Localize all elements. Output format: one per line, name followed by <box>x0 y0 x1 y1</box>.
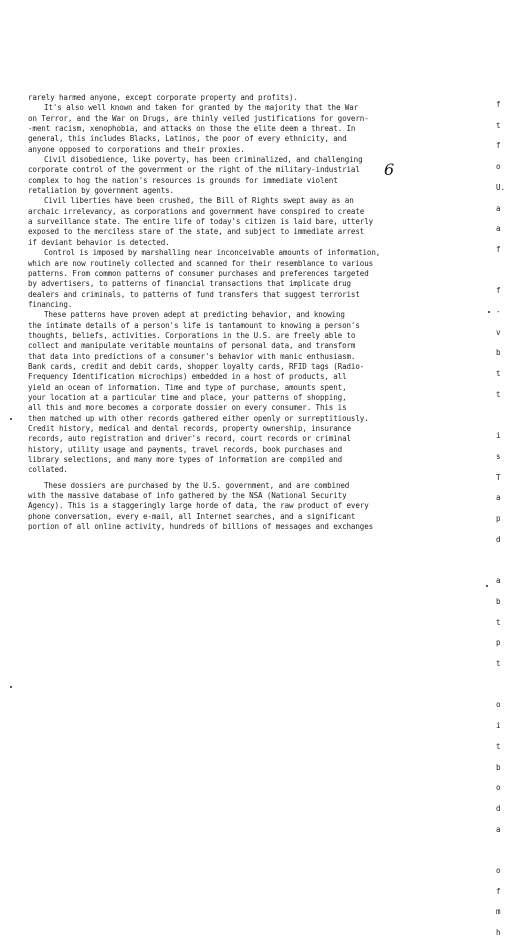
adjacent-page-fragment: U. <box>496 182 506 192</box>
text-line: -ment racism, xenophobia, and attacks on those the elite deem a threat. In <box>28 124 356 134</box>
scan-speck <box>486 585 488 587</box>
adjacent-page-fragment: a <box>496 576 501 586</box>
paragraph <box>28 310 476 476</box>
adjacent-page-fragment: b <box>496 596 501 606</box>
adjacent-page-fragment: p <box>496 638 501 648</box>
text-line: Control is imposed by marshalling near inconceivable amounts of information, <box>44 248 381 258</box>
text-line: general, this includes Blacks, Latinos, the poor of every ethnicity, and <box>28 134 347 144</box>
scan-speck <box>488 311 490 313</box>
text-line: archaic irrelevancy, as corporations and government have conspired to create <box>28 206 365 216</box>
text-line: collated. <box>28 465 68 475</box>
text-line: your location at a particular time and place, your patterns of shopping, <box>28 392 347 402</box>
text-line: library selections, and many more types of information are compiled and <box>28 455 343 465</box>
adjacent-page-fragment: a <box>496 203 501 213</box>
text-line: the intimate details of a person's life is tantamount to knowing a person's <box>28 320 360 330</box>
text-line: yield an ocean of information. Time and type of purchase, amounts spent, <box>28 382 347 392</box>
text-line: exposed to the merciless stare of the state, and subject to immediate arrest <box>28 227 365 237</box>
adjacent-page-fragment: f <box>496 141 501 151</box>
adjacent-page-fragment: h <box>496 928 501 938</box>
adjacent-page-fragment <box>496 406 525 427</box>
adjacent-page-fragment: o <box>496 162 501 172</box>
paragraph <box>28 93 476 103</box>
text-line: then matched up with other records gathered either openly or surreptitiously. <box>28 413 369 423</box>
paragraph <box>28 196 476 248</box>
text-line: patterns. From common patterns of consumer purchases and preferences targeted <box>28 268 369 278</box>
text-line: by advertisers, to patterns of financial transactions that implicate drug <box>28 279 351 289</box>
text-line: rarely harmed anyone, except corporate property and profits). <box>28 93 298 102</box>
text-line: retaliation by government agents. <box>28 186 174 196</box>
adjacent-page-fragment: t <box>496 741 501 751</box>
adjacent-page-fragment: s <box>496 451 501 461</box>
adjacent-page-fragment: b <box>496 762 501 772</box>
adjacent-page-fragment: a <box>496 224 501 234</box>
adjacent-page-fragment: o <box>496 700 501 710</box>
text-line: dealers and criminals, to patterns of fund transfers that suggest terrorist <box>28 289 360 299</box>
text-line: financing. <box>28 299 73 309</box>
text-line: These dossiers are purchased by the U.S. government, and are combined <box>44 480 350 490</box>
adjacent-page-fragment: i <box>496 721 501 731</box>
text-line: portion of all online activity, hundreds of billions of messages and exchanges <box>28 522 374 532</box>
adjacent-page-fragment: a <box>496 493 501 503</box>
text-line: Bank cards, credit and debit cards, shopper loyalty cards, RFID tags (Radio- <box>28 361 365 371</box>
text-line: It's also well known and taken for granted by the majority that the War <box>44 103 359 113</box>
text-line: a surveillance state. The entire life of today's citizen is laid bare, utterly <box>28 217 374 227</box>
adjacent-page-fragment: t <box>496 658 501 668</box>
adjacent-page-fragment: i <box>496 431 501 441</box>
text-line: on Terror, and the War on Drugs, are thinly veiled justifications for govern- <box>28 113 369 123</box>
adjacent-page-fragment <box>496 261 525 282</box>
handwritten-page-number: 6 <box>384 160 395 179</box>
adjacent-page-fragment: T <box>496 472 501 482</box>
adjacent-page-fragment: t <box>496 369 501 379</box>
text-line: history, utility usage and payments, travel records, book purchases and <box>28 444 343 454</box>
text-line: These patterns have proven adept at predicting behavior, and knowing <box>44 310 345 320</box>
text-line: Civil liberties have been crushed, the Bill of Rights swept away as an <box>44 196 354 206</box>
text-line: collect and manipulate veritable mountains of personal data, and transform <box>28 341 356 351</box>
text-line: that data into predictions of a consumer's behavior with manic enthusiasm. <box>28 351 356 361</box>
adjacent-page-fragment: d <box>496 534 501 544</box>
text-line: thoughts, beliefs, activities. Corporations in the U.S. are freely able to <box>28 330 356 340</box>
adjacent-page-fragment: o <box>496 866 501 876</box>
adjacent-page-fragment: m <box>496 907 501 917</box>
scan-speck <box>10 418 12 420</box>
text-line: phone conversation, every e-mail, all Internet searches, and a significant <box>28 511 356 521</box>
adjacent-page-fragment: f <box>496 886 501 896</box>
adjacent-page-fragment: t <box>496 120 501 130</box>
text-column <box>28 93 476 532</box>
adjacent-page-fragments <box>496 95 525 944</box>
adjacent-page-fragment: t <box>496 617 501 627</box>
text-line: Frequency Identification microchips) embedded in a host of products, all <box>28 372 347 382</box>
adjacent-page-fragment: t <box>496 389 501 399</box>
scan-speck <box>10 686 12 688</box>
adjacent-page-fragment <box>496 550 525 571</box>
text-line: records, auto registration and driver's record, court records or criminal <box>28 434 351 444</box>
adjacent-page-fragment: d <box>496 803 501 813</box>
adjacent-page-fragment: f <box>496 100 501 109</box>
text-line: with the massive database of info gathered by the NSA (National Security <box>28 491 347 501</box>
text-line: which are now routinely collected and scanned for their resemblance to various <box>28 258 374 268</box>
paragraph <box>28 103 476 155</box>
adjacent-page-fragment: b <box>496 348 501 358</box>
paragraph <box>28 155 476 196</box>
text-line: Civil disobedience, like poverty, has been criminalized, and challenging <box>44 155 363 165</box>
adjacent-page-fragment <box>496 840 525 861</box>
adjacent-page-fragment <box>496 675 525 696</box>
text-line: Agency). This is a staggeringly large horde of data, the raw product of every <box>28 501 369 511</box>
adjacent-page-fragment: f <box>496 244 501 254</box>
text-line: corporate control of the government or the right of the military-industrial <box>28 165 360 175</box>
text-line: all this and more becomes a corporate dossier on every consumer. This is <box>28 403 347 413</box>
adjacent-page-fragment: a <box>496 824 501 834</box>
paragraph <box>28 248 476 310</box>
adjacent-page-fragment: v <box>496 327 501 337</box>
adjacent-page-fragment: o <box>496 783 501 793</box>
text-line: anyone opposed to corporations and their proxies. <box>28 144 245 154</box>
text-line: complex to hog the nation's resources is grounds for immediate violent <box>28 175 338 185</box>
text-line: if deviant behavior is detected. <box>28 237 170 247</box>
adjacent-page-fragment: - <box>496 307 501 317</box>
text-line: Credit history, medical and dental records, property ownership, insurance <box>28 424 351 433</box>
adjacent-page-fragment: f <box>496 286 501 296</box>
paragraph <box>28 481 476 533</box>
adjacent-page-fragment: p <box>496 514 501 524</box>
